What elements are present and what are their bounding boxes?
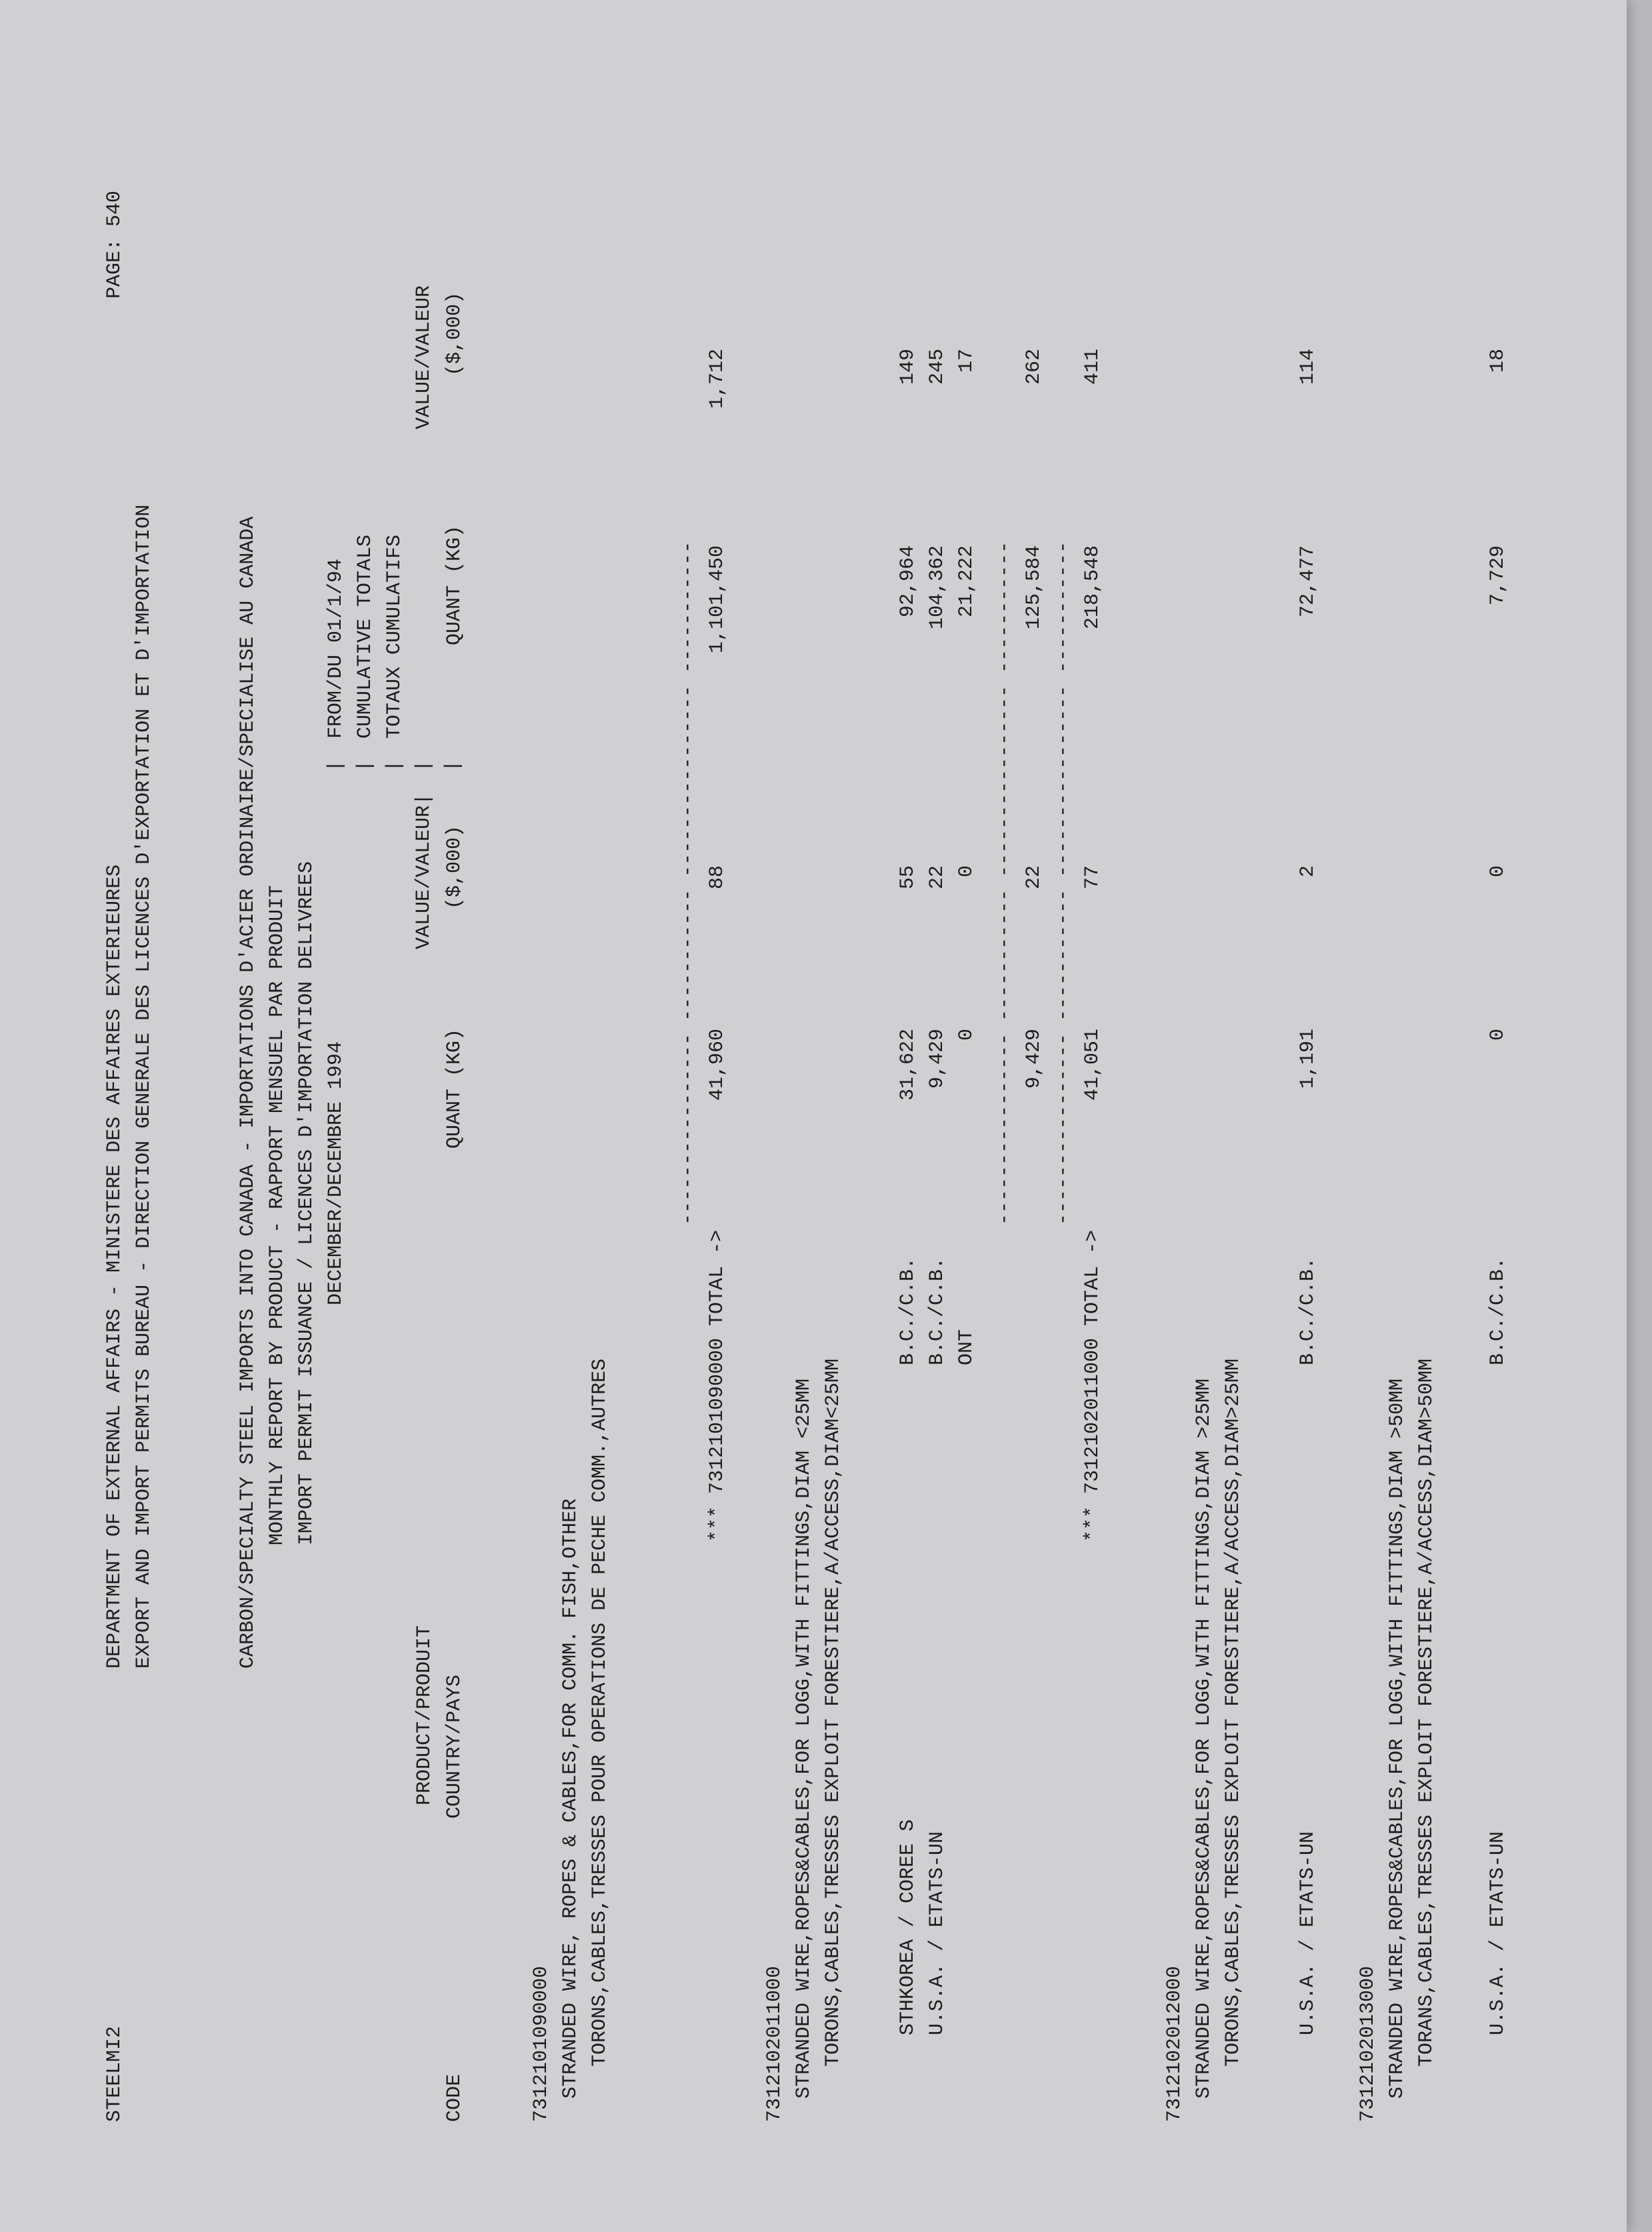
section-total-label: *** 7312102011000 TOTAL -> bbox=[1081, 1229, 1104, 1542]
table-row-cum-quant: 92,964 bbox=[897, 545, 919, 618]
table-row-value: 2 bbox=[1297, 865, 1319, 878]
section-desc-en: STRANDED WIRE, ROPES & CABLES,FOR COMM. FISH,OTHER bbox=[559, 1498, 582, 2099]
table-row-province: B.C./C.B. bbox=[1297, 1257, 1319, 1365]
section-total-label: *** 7312101090000 TOTAL -> bbox=[706, 1229, 729, 1542]
section-desc-fr: TORANS,CABLES,TRESSES EXPLOIT FORESTIERE,A/ACCESS,DIAM>50MM bbox=[1415, 1358, 1438, 2067]
page-number: PAGE: 540 bbox=[103, 190, 126, 299]
section-desc-fr: TORONS,CABLES,TRESSES POUR OPERATIONS DE PECHE COMM.,AUTRES bbox=[589, 1358, 611, 2067]
subtotal-cum-quant: 125,584 bbox=[1023, 545, 1045, 630]
table-row-cum-quant: 72,477 bbox=[1297, 545, 1319, 618]
cumulative-title-fr: TOTAUX CUMULATIFS bbox=[383, 534, 406, 739]
table-row-value: 0 bbox=[955, 865, 978, 878]
section-desc-fr: TORONS,CABLES,TRESSES EXPLOIT FORESTIERE,A/ACCESS,DIAM>25MM bbox=[1222, 1358, 1245, 2067]
divider-bar: | bbox=[442, 759, 465, 772]
table-row-quant: 9,429 bbox=[926, 1029, 949, 1089]
header-cum-value-unit: ($,000) bbox=[443, 292, 466, 377]
divider-line: ---------------- ----------- ---------------- ----------- bbox=[993, 541, 1016, 1225]
total-quant: 41,051 bbox=[1081, 1029, 1104, 1101]
table-row-province: B.C./C.B. bbox=[1487, 1257, 1509, 1365]
header-code: CODE bbox=[443, 2073, 466, 2122]
subtotal-value: 22 bbox=[1023, 865, 1045, 890]
total-value: 77 bbox=[1081, 865, 1104, 890]
subtotal-quant: 9,429 bbox=[1023, 1029, 1045, 1089]
department-line-1: DEPARTMENT OF EXTERNAL AFFAIRS - MINISTERE DES AFFAIRES EXTERIEURES bbox=[103, 864, 126, 1669]
table-row-country: STHKOREA / COREE S bbox=[897, 1819, 919, 2035]
total-cum-value: 1,712 bbox=[706, 349, 729, 409]
section-desc-fr: TORONS,CABLES,TRESSES EXPLOIT FORESTIERE,A/ACCESS,DIAM<25MM bbox=[822, 1358, 845, 2067]
report-subtitle: MONTHLY REPORT BY PRODUCT - RAPPORT MENSUEL PAR PRODUIT bbox=[266, 885, 289, 1545]
section-code: 7312102012000 bbox=[1163, 1965, 1186, 2122]
section-code: 7312102013000 bbox=[1357, 1965, 1379, 2122]
header-country: COUNTRY/PAYS bbox=[443, 1674, 466, 1819]
table-row-cum-quant: 104,362 bbox=[926, 545, 949, 630]
table-row-province: B.C./C.B. bbox=[897, 1257, 919, 1365]
table-row-cum-quant: 7,729 bbox=[1487, 545, 1509, 606]
divider-bar: | bbox=[325, 759, 347, 772]
section-desc-en: STRANDED WIRE,ROPES&CABLES,FOR LOGG,WITH FITTINGS,DIAM <25MM bbox=[793, 1378, 815, 2099]
divider-line: ---------------- ----------- ---------------- ----------- bbox=[677, 541, 699, 1225]
divider-bar: | bbox=[354, 759, 377, 772]
cumulative-title: CUMULATIVE TOTALS bbox=[354, 534, 377, 739]
table-row-value: 0 bbox=[1487, 865, 1509, 878]
table-row-country: U.S.A. / ETATS-UN bbox=[1297, 1831, 1319, 2035]
table-row-quant: 31,622 bbox=[897, 1029, 919, 1101]
total-cum-quant: 1,101,450 bbox=[706, 545, 729, 654]
table-row-country: U.S.A. / ETATS-UN bbox=[926, 1831, 949, 2035]
divider-bar: | bbox=[383, 759, 406, 772]
total-quant: 41,960 bbox=[706, 1029, 729, 1101]
header-value: VALUE/VALEUR bbox=[413, 805, 435, 950]
total-cum-quant: 218,548 bbox=[1081, 545, 1104, 630]
table-row-cum-value: 17 bbox=[955, 349, 978, 373]
table-row-province: B.C./C.B. bbox=[926, 1257, 949, 1365]
table-row-quant: 0 bbox=[1487, 1029, 1509, 1041]
table-row-quant: 0 bbox=[955, 1029, 978, 1041]
total-value: 88 bbox=[706, 865, 729, 890]
section-code: 7312102011000 bbox=[763, 1965, 786, 2122]
table-row-value: 22 bbox=[926, 865, 949, 890]
report-id: STEELMI2 bbox=[103, 2025, 126, 2122]
header-cum-value: VALUE/VALEUR bbox=[413, 285, 435, 430]
table-row-quant: 1,191 bbox=[1297, 1029, 1319, 1089]
total-cum-value: 411 bbox=[1081, 349, 1104, 385]
header-product: PRODUCT/PRODUIT bbox=[413, 1625, 436, 1805]
subtotal-cum-value: 262 bbox=[1023, 349, 1045, 385]
header-value-unit: ($,000) bbox=[443, 825, 466, 910]
header-cum-quant: QUANT (KG) bbox=[443, 525, 466, 646]
report-title: CARBON/SPECIALTY STEEL IMPORTS INTO CANADA - IMPORTATIONS D'ACIER ORDINAIRE/SPECIALISE AU CANADA bbox=[237, 516, 259, 1669]
table-row-cum-value: 114 bbox=[1297, 349, 1319, 385]
header-quant: QUANT (KG) bbox=[443, 1029, 466, 1149]
table-row-cum-quant: 21,222 bbox=[955, 545, 978, 618]
table-row-value: 55 bbox=[897, 865, 919, 890]
divider-bar: | bbox=[413, 759, 435, 772]
table-row-country: U.S.A. / ETATS-UN bbox=[1487, 1831, 1509, 2035]
table-row-province: ONT bbox=[955, 1329, 978, 1365]
report-period: DECEMBER/DECEMBRE 1994 bbox=[325, 1041, 347, 1305]
report-subtitle-2: IMPORT PERMIT ISSUANCE / LICENCES D'IMPORTATION DELIVREES bbox=[295, 861, 318, 1545]
section-desc-en: STRANDED WIRE,ROPES&CABLES,FOR LOGG,WITH FITTINGS,DIAM >25MM bbox=[1193, 1378, 1215, 2099]
section-desc-en: STRANDED WIRE,ROPES&CABLES,FOR LOGG,WITH FITTINGS,DIAM >50MM bbox=[1386, 1378, 1409, 2099]
cumulative-from: FROM/DU 01/1/94 bbox=[325, 558, 347, 739]
divider-line: ---------------- ----------- ---------------- ----------- bbox=[1052, 541, 1075, 1225]
table-row-cum-value: 149 bbox=[897, 349, 919, 385]
divider-bar: | bbox=[413, 793, 435, 805]
section-code: 7312101090000 bbox=[530, 1965, 553, 2122]
table-row-cum-value: 18 bbox=[1487, 349, 1509, 373]
department-line-2: EXPORT AND IMPORT PERMITS BUREAU - DIRECTION GENERALE DES LICENCES D'EXPORTATION ET D'IMPORTATION bbox=[133, 504, 155, 1669]
table-row-cum-value: 245 bbox=[926, 349, 949, 385]
